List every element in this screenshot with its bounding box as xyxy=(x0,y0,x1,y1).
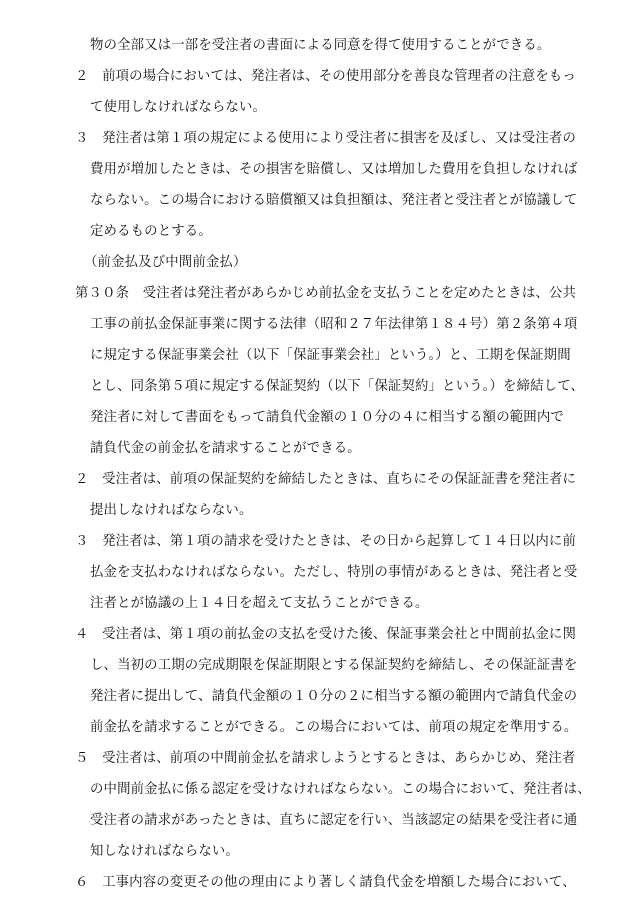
text-line: とし、同条第５項に規定する保証契約（以下「保証契約」という。）を締結して、 xyxy=(90,379,585,394)
article-title-line: 第３０条 受注者は発注者があらかじめ前払金を支払うことを定めたときは、公共 xyxy=(75,286,577,301)
text-line: ならない。この場合における賠償額又は負担額は、発注者と受注者とが協議して xyxy=(90,193,578,208)
text-line: ３ 発注者は第１項の規定による使用により受注者に損害を及ぼし、又は受注者の xyxy=(75,131,577,146)
text-line: て使用しなければならない。 xyxy=(90,100,267,115)
text-line: ２ 受注者は、前項の保証契約を締結したときは、直ちにその保証証書を発注者に xyxy=(75,472,577,487)
text-line: ５ 受注者は、前項の中間前金払を請求しようとするときは、あらかじめ、発注者 xyxy=(75,751,576,766)
text-line: 注者とが協議の上１４日を超えて支払うことができる。 xyxy=(90,596,429,611)
section-heading: （前金払及び中間前金払） xyxy=(84,255,247,270)
text-line: 前金払を請求することができる。この場合においては、前項の規定を準用する。 xyxy=(90,720,578,735)
text-line: 受注者の請求があったときは、直ちに認定を行い、当該認定の結果を受注者に通 xyxy=(90,813,578,828)
text-line: ３ 発注者は、第１項の請求を受けたときは、その日から起算して１４日以内に前 xyxy=(75,534,577,549)
text-line: 提出しなければならない。 xyxy=(90,503,253,518)
text-line: ４ 受注者は、第１項の前払金の支払を受けた後、保証事業会社と中間前払金に関 xyxy=(75,627,577,642)
text-line: 知しなければならない。 xyxy=(90,844,239,859)
text-line: ６ 工事内容の変更その他の理由により著しく請負代金を増額した場合において、 xyxy=(75,875,576,890)
text-line: に規定する保証事業会社（以下「保証事業会社」という。）と、工期を保証期間 xyxy=(90,348,571,363)
text-line: ２ 前項の場合においては、発注者は、その使用部分を善良な管理者の注意をもっ xyxy=(75,69,577,84)
text-line: 工事の前払金保証事業に関する法律（昭和２７年法律第１８４号）第２条第４項 xyxy=(90,317,578,332)
text-line: 物の全部又は一部を受注者の書面による同意を得て使用することができる。 xyxy=(90,38,551,53)
text-line: し、当初の工期の完成期限を保証期限とする保証契約を締結し、その保証証書を xyxy=(90,658,578,673)
text-line: 発注者に提出して、請負代金額の１０分の２に相当する額の範囲内で請負代金の xyxy=(90,689,578,704)
text-line: 払金を支払わなければならない。ただし、特別の事情があるときは、発注者と受 xyxy=(90,565,578,580)
text-line: 請負代金の前金払を請求することができる。 xyxy=(90,441,361,456)
text-line: 発注者に対して書面をもって請負代金額の１０分の４に相当する額の範囲内で xyxy=(90,410,564,425)
text-line: 定めるものとする。 xyxy=(90,224,212,239)
text-line: の中間前金払に係る認定を受けなければならない。この場合において、発注者は、 xyxy=(90,782,591,797)
text-line: 費用が増加したときは、その損害を賠償し、又は増加した費用を負担しなければ xyxy=(90,162,578,177)
